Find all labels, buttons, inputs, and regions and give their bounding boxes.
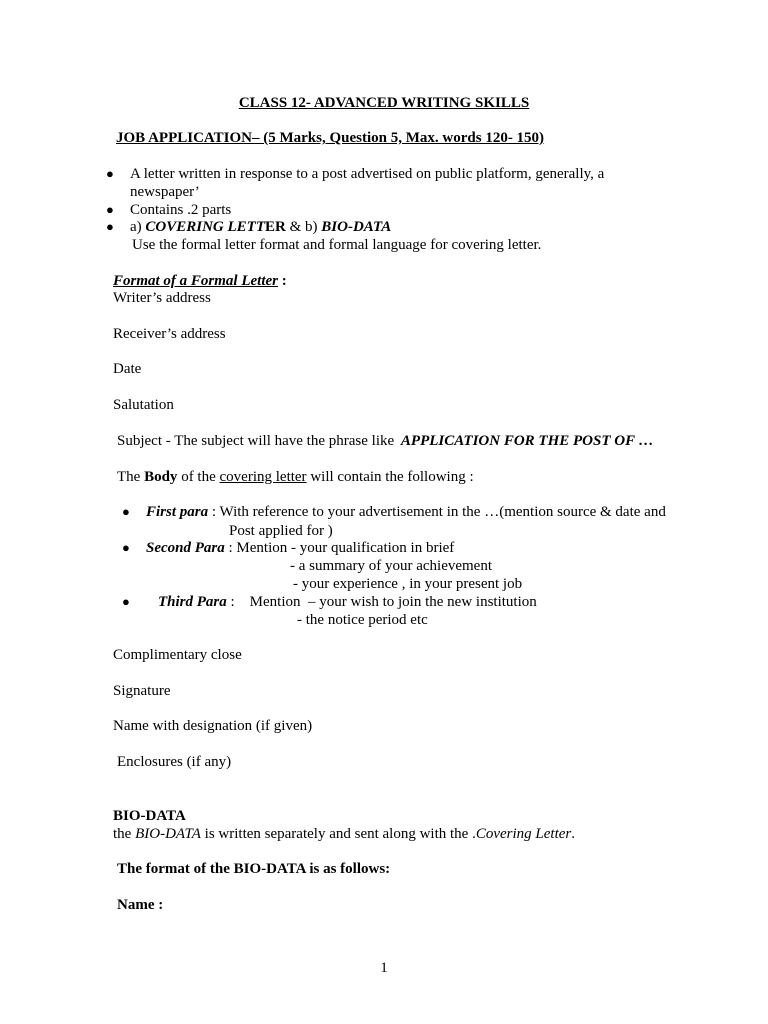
complimentary-close: Complimentary close <box>113 647 242 663</box>
intro-bullet-3 <box>130 218 391 236</box>
body-intro-line <box>117 468 474 486</box>
page-subtitle: JOB APPLICATION– (5 Marks, Question 5, Max. words 120- 150) <box>116 130 545 146</box>
writers-address: Writer’s address <box>113 290 211 306</box>
intro-bullet-3-b: & b) <box>289 219 318 235</box>
second-para-label: Second Para <box>146 540 225 556</box>
first-para-line-2: Post applied for ) <box>229 523 333 539</box>
third-para-label: Third Para <box>158 594 227 610</box>
body-rest: will contain the following : <box>310 469 474 485</box>
biodata-name-label: Name : <box>117 897 164 913</box>
bullet-icon: ● <box>106 219 114 234</box>
first-para-line <box>146 503 666 521</box>
bullet-icon: ● <box>106 202 114 217</box>
covering-letter-label: COVERING LETT <box>145 219 266 235</box>
bullet-icon: ● <box>122 594 130 609</box>
date-line: Date <box>113 361 142 377</box>
body-covering-letter: covering letter <box>219 469 307 485</box>
biodata-description <box>113 825 575 843</box>
receivers-address: Receiver’s address <box>113 326 226 342</box>
biodata-format-heading: The format of the BIO-DATA is as follows: <box>117 861 391 877</box>
biodata-label: BIO-DATA <box>321 219 392 235</box>
second-para-line-2: - a summary of your achievement <box>290 558 493 574</box>
intro-bullet-1-line-2: newspaper’ <box>130 184 200 200</box>
bullet-icon: ● <box>122 540 130 555</box>
page-title: CLASS 12- ADVANCED WRITING SKILLS <box>238 95 530 111</box>
biodata-word: BIO-DATA <box>135 826 201 842</box>
format-heading-colon: : <box>281 273 287 289</box>
biodata-end: . <box>571 826 575 842</box>
bullet-icon: ● <box>106 166 114 181</box>
name-designation-line: Name with designation (if given) <box>113 718 313 734</box>
subject-text: Subject - The subject will have the phrase like <box>117 433 395 449</box>
format-heading <box>113 272 287 290</box>
body-of: of the <box>181 469 216 485</box>
first-para-label: First para <box>146 504 209 520</box>
third-para-text: : Mention – your wish to join the new institution <box>230 594 537 610</box>
subject-line <box>117 432 654 450</box>
biodata-covering-letter: Covering Letter <box>475 826 572 842</box>
intro-bullet-3-a: a) <box>130 219 142 235</box>
format-heading-text: Format of a Formal Letter <box>113 273 278 289</box>
first-para-text: : With reference to your advertisement in the …(mention source & date and <box>211 504 666 520</box>
body-word: Body <box>144 469 178 485</box>
intro-bullet-1-line-1: A letter written in response to a post advertised on public platform, generally, a <box>130 166 605 182</box>
intro-bullet-2: Contains .2 parts <box>130 202 232 218</box>
third-para-line-2: - the notice period etc <box>297 612 428 628</box>
subject-phrase: APPLICATION FOR THE POST OF … <box>400 433 654 449</box>
second-para-line <box>146 539 454 557</box>
biodata-mid: is written separately and sent along with the . <box>204 826 476 842</box>
enclosures-line: Enclosures (if any) <box>117 754 232 770</box>
salutation-line: Salutation <box>113 397 174 413</box>
covering-letter-suffix: ER <box>265 219 286 235</box>
second-para-text: : Mention - your qualification in brief <box>228 540 455 556</box>
body-the: The <box>117 469 141 485</box>
bullet-icon: ● <box>122 504 130 519</box>
intro-note: Use the formal letter format and formal language for covering letter. <box>132 237 542 253</box>
page-number: 1 <box>380 960 388 976</box>
second-para-line-3: - your experience , in your present job <box>293 576 523 592</box>
biodata-heading: BIO-DATA <box>113 808 186 824</box>
signature-line: Signature <box>113 683 171 699</box>
third-para-line <box>158 593 537 611</box>
biodata-the: the <box>113 826 132 842</box>
